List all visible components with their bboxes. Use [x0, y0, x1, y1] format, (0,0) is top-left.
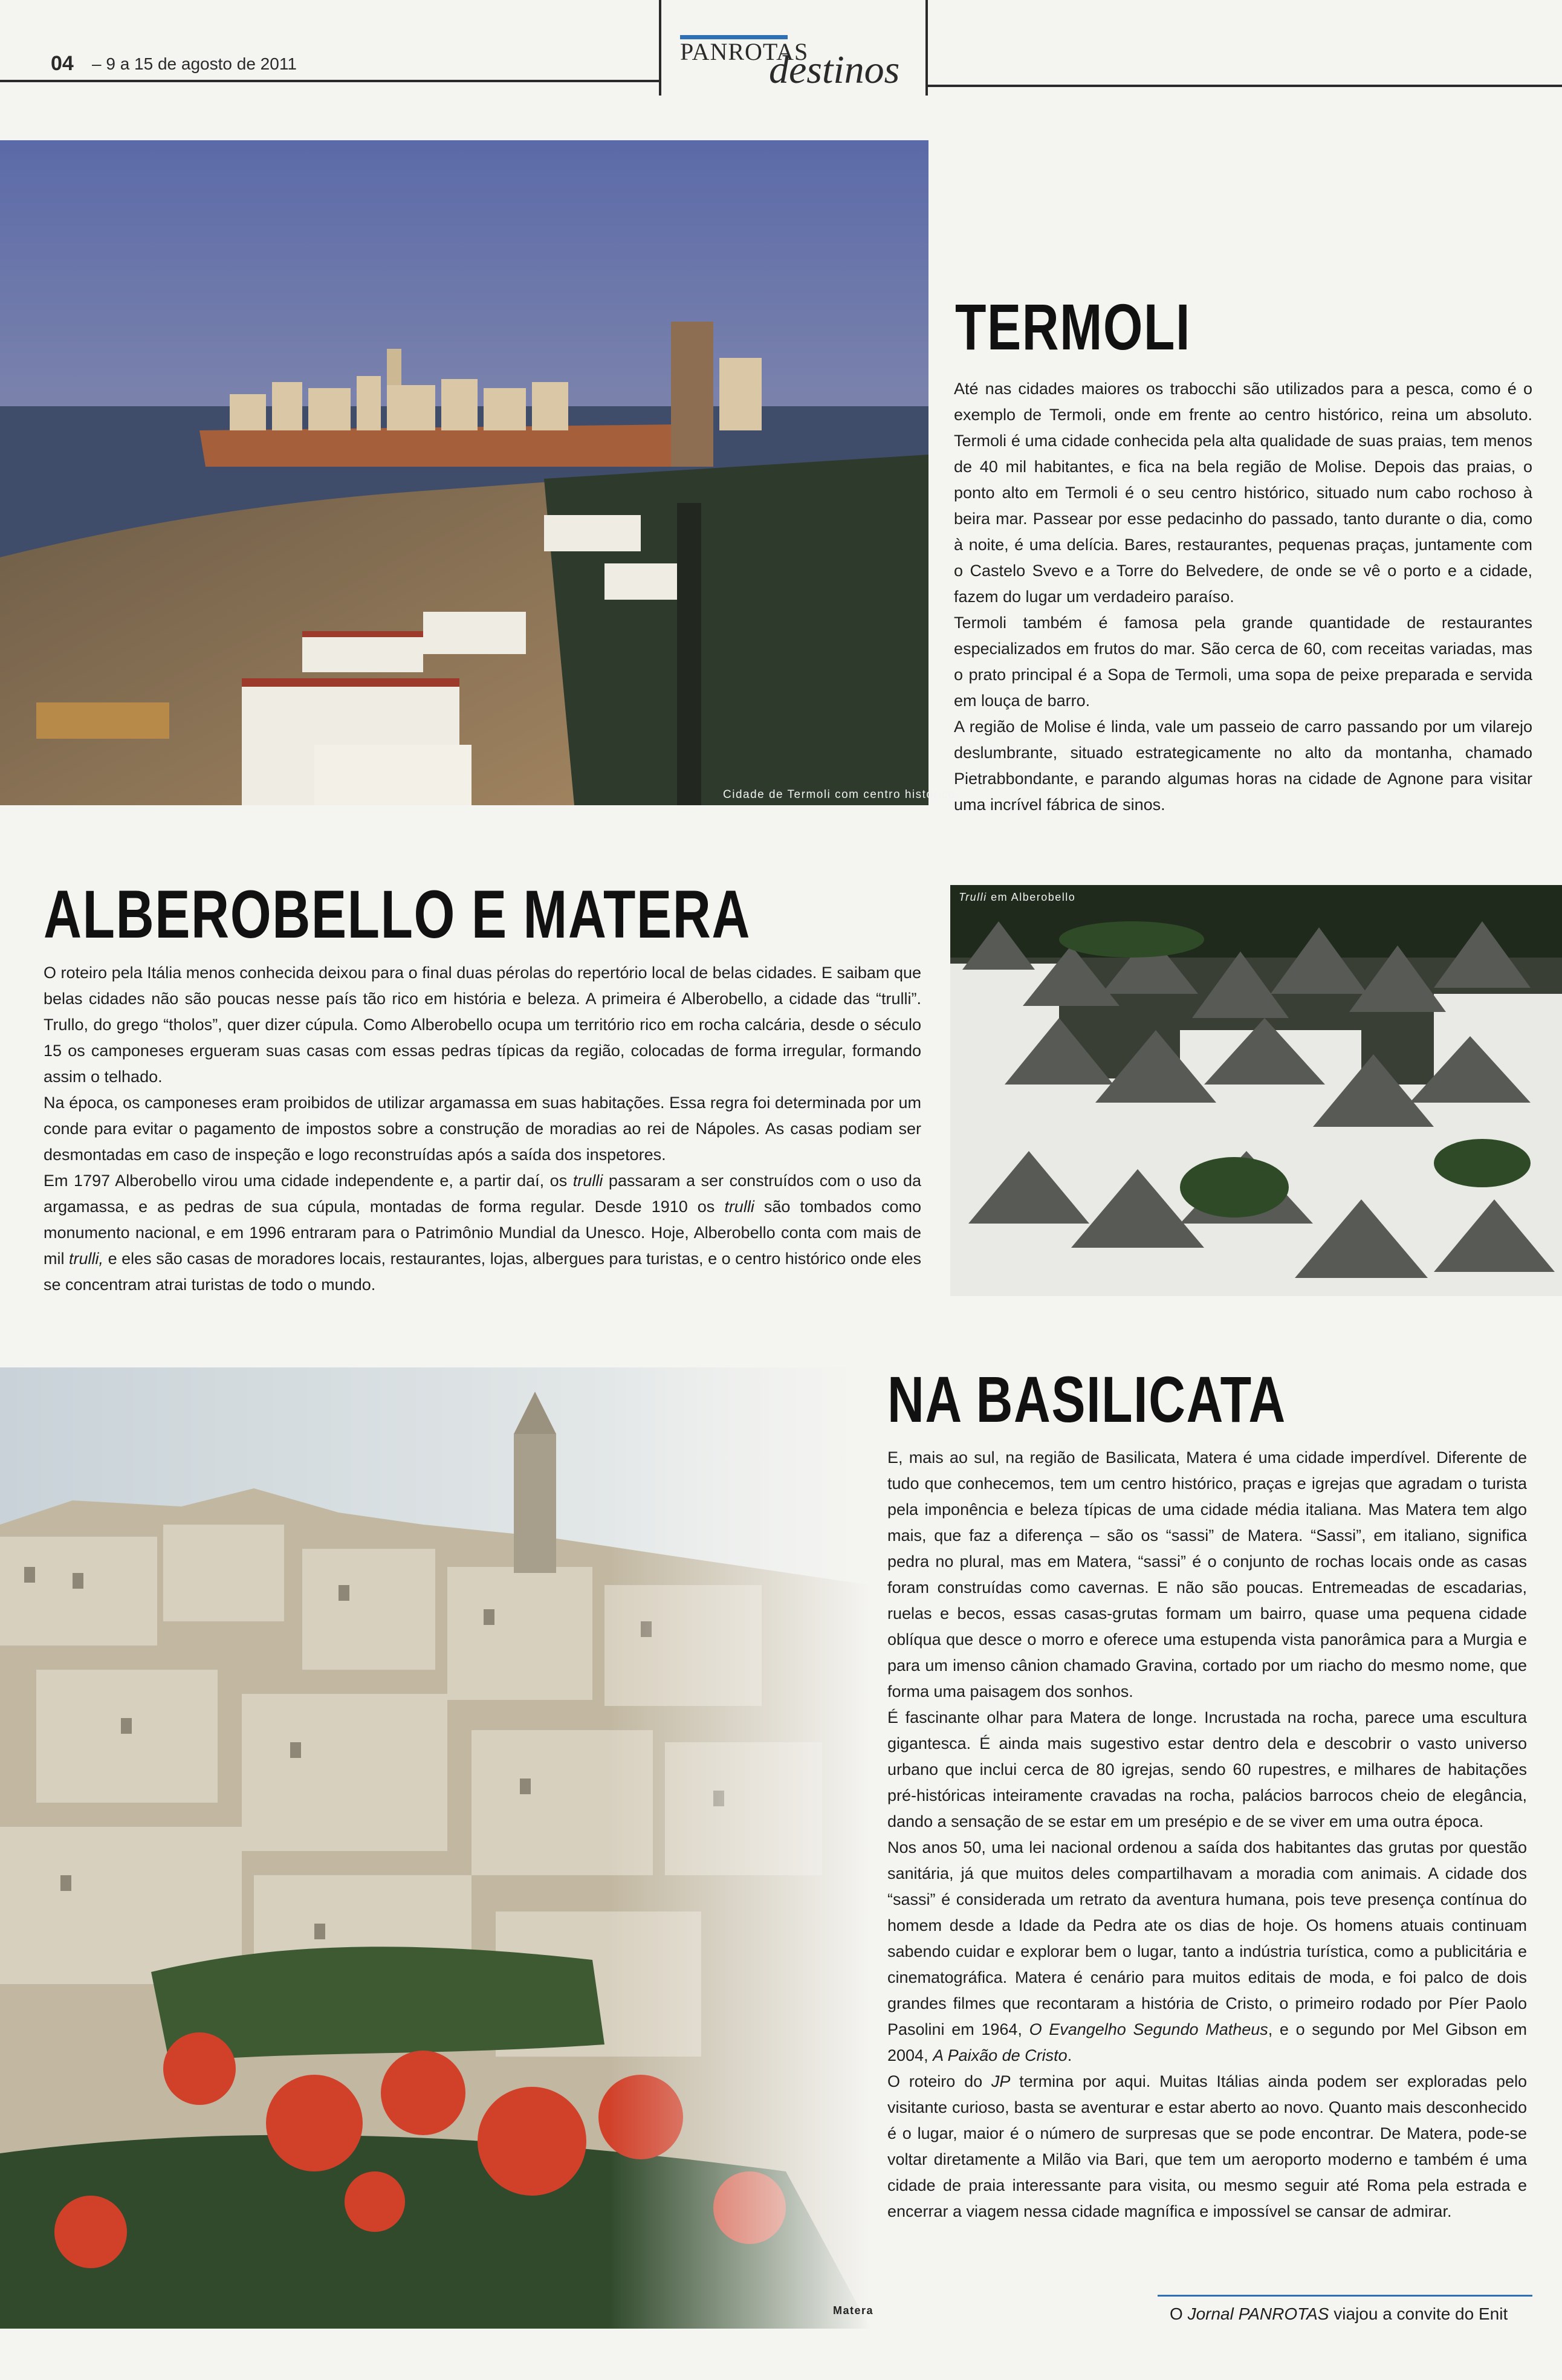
header-divider-right — [925, 0, 928, 96]
termoli-paragraph: A região de Molise é linda, vale um passeio de carro passando por um vilarejo deslumbrante, situado estrategicamente no alto da montanha, chamado Pietrabbondante, e parando algumas horas na cidade de Agnone para visitar uma incrível fábrica de sinos. — [954, 718, 1532, 814]
italic-term: trulli — [724, 1198, 754, 1216]
basilicata-headline: NA BASILICATA — [887, 1363, 1286, 1436]
trulli-photo — [950, 885, 1562, 1296]
termoli-paragraph: Até nas cidades maiores os trabocchi são utilizados para a pesca, como é o exemplo de Termoli, onde em frente ao centro histórico, reina um absoluto. Termoli é uma cidade conhecida pela alta qualidade de suas praias, tem menos de 40 mil habitantes, e fica na bela região de Molise. Depois das praias, o ponto alto em Termoli é o seu centro histórico, situado num cabo rochoso à beira mar. Passear por esse pedacinho do passado, tanto durante o dia, como à noite, é uma delícia. Bares, restaurantes, pequenas praças, juntamente com o Castelo Svevo e a Torre do Belvedere, de onde se vê o porto e a cidade, fazem do lugar um verdadeiro paraíso. — [954, 380, 1532, 606]
text-run: e eles são casas de moradores locais, restaurantes, lojas, albergues para turistas, e o centro histórico onde eles se concentram atrai turistas de todo o mundo. — [44, 1250, 921, 1294]
text-run: O roteiro do — [887, 2072, 991, 2090]
film-title: A Paixão de Cristo — [933, 2046, 1068, 2064]
termoli-paragraph: Termoli também é famosa pela grande quantidade de restaurantes especializados em frutos do mar. São cerca de 60, com receitas variadas, mas o prato principal é a Sopa de Termoli, uma sopa de peixe preparada e servida em louça de barro. — [954, 614, 1532, 710]
basilicata-paragraph — [887, 1835, 1527, 2069]
film-title: O Evangelho Segundo Matheus — [1029, 2020, 1268, 2038]
alberobello-headline: ALBEROBELLO E MATERA — [44, 877, 751, 952]
matera-photo-caption: Matera — [833, 2304, 874, 2317]
termoli-article — [954, 376, 1532, 818]
alberobello-article — [44, 960, 921, 1298]
issue-date: – 9 a 15 de agosto de 2011 — [92, 54, 297, 73]
header-divider-left — [659, 0, 661, 96]
text-run: passaram a ser construídos com o uso da argamassa, e as pedras de sua cúpula, montadas de forma regular. Desde 1910 os — [44, 1172, 921, 1216]
basilicata-paragraph: E, mais ao sul, na região de Basilicata, Matera é uma cidade imperdível. Diferente de tudo que conhecemos, tem um centro histórico, praças e igrejas que agradam o turista pela imponência e beleza típicas de uma cidade média italiana. Mas Matera tem algo mais, que faz a diferença – são os “sassi” de Matera. “Sassi”, em italiano, significa pedra no plural, mas em Matera, “sassi” é o conjunto de rochas locais onde as casas foram construídas como cavernas. E não são poucas. Entremeadas de escadarias, ruelas e becos, essas casas-grutas formam um bairro, quase uma pequena cidade oblíqua que desce o morro e oferece uma estupenda vista panorâmica para a Murgia e para um imenso cânion chamado Gravina, cortado por um riacho do mesmo nome, que forma uma paisagem dos sonhos. — [887, 1448, 1527, 1701]
page-number: 04 — [51, 52, 74, 75]
text-run: O — [1170, 2304, 1188, 2323]
section-title: destinos — [769, 48, 900, 92]
alberobello-paragraph: Na época, os camponeses eram proibidos de utilizar argamassa em suas habitações. Essa regra foi determinada por um conde para evitar o pagamento de impostos sobre a construção de moradias ao rei de Nápoles. As casas podiam ser desmontadas em caso de inspeção e logo reconstruídas após a saída dos inspetores. — [44, 1094, 921, 1164]
text-run: Em 1797 Alberobello virou uma cidade independente e, a partir daí, os — [44, 1172, 573, 1190]
header-rule-right — [928, 85, 1562, 87]
publication-name: Jornal PANROTAS — [1187, 2304, 1329, 2323]
header-rule-left — [0, 80, 659, 82]
alberobello-paragraph: O roteiro pela Itália menos conhecida deixou para o final duas pérolas do repertório local de belas cidades. E saibam que belas cidades não são poucas nesse país tão rico em história e beleza. A primeira é Alberobello, a cidade das “trulli”. Trullo, do grego “tholos”, quer dizer cúpula. Como Alberobello ocupa um território rico em rocha calcária, desde o século 15 os camponeses ergueram suas casas com essas pedras típicas da região, colocadas de forma irregular, formando assim o telhado. — [44, 964, 921, 1086]
termoli-photo — [0, 140, 928, 805]
termoli-headline: TERMOLI — [955, 290, 1191, 363]
alberobello-paragraph — [44, 1168, 921, 1298]
basilicata-paragraph: É fascinante olhar para Matera de longe. Incrustada na rocha, parece uma escultura gigantesca. É ainda mais sugestivo estar dentro dela e descobrir o vasto universo urbano que inclui cerca de 80 igrejas, sendo 60 rupestres, e milhares de habitações pré-históricas inteiramente cravadas na rocha, palácios barrocos cheio de elegância, dando a sensação de se estar em um presépio e de se viver em uma outra época. — [887, 1708, 1527, 1830]
text-run: são tombados como monumento nacional, e em 1996 entraram para o Patrimônio Mundial da Unesco. Hoje, Alberobello conta com mais de mil — [44, 1198, 922, 1268]
basilicata-paragraph — [887, 2069, 1527, 2225]
text-run: viajou a convite do Enit — [1329, 2304, 1508, 2323]
italic-term: trulli, — [69, 1250, 104, 1268]
text-run: , e o segundo por Mel Gibson em 2004, — [887, 2020, 1527, 2064]
basilicata-article — [887, 1445, 1527, 2225]
text-run: Nos anos 50, uma lei nacional ordenou a saída dos habitantes das grutas por questão sanitária, já que muitos deles compartilhavam a moradia com animais. A cidade dos “sassi” é considerada um retrato da aventura humana, pois teve presença contínua do homem desde a Idade da Pedra ate os dias de hoje. Os homens atuais continuam sabendo cuidar e explorar bem o lugar, tanto a indústria turística, como a publicitária e cinematográfica. Matera é cenário para muitos editais de moda, e foi palco de dois grandes filmes que recontaram a história de Cristo, o primeiro rodado por Píer Paolo Pasolini em 1964, — [887, 1838, 1527, 2038]
termoli-photo-caption: Cidade de Termoli com centro histórico — [723, 788, 956, 801]
text-run: termina por aqui. Muitas Itálias ainda podem ser exploradas pelo visitante curioso, basta se aventurar e estar aberto ao novo. Quanto mais desconhecido é o lugar, maior é o número de surpresas que se pode encontrar. De Matera, pode-se voltar diretamente a Milão via Bari, que tem um aeroporto moderno e também é uma cidade de praia interessante para visita, ou mesmo seguir até Roma pela estrada e encerrar a viagem nessa cidade magnífica e impossível se cansar de admirar. — [887, 2072, 1527, 2220]
travel-credit — [1170, 2304, 1508, 2324]
text-run: . — [1067, 2046, 1072, 2064]
italic-term: trulli — [572, 1172, 603, 1190]
caption-text: em Alberobello — [987, 891, 1076, 903]
caption-italic: Trulli — [959, 891, 987, 903]
matera-photo — [0, 1367, 870, 2329]
publication-abbrev: JP — [991, 2072, 1011, 2090]
credit-rule — [1158, 2295, 1532, 2297]
brand-logo: PANROTAS — [680, 38, 809, 65]
trulli-photo-caption — [959, 891, 1075, 904]
